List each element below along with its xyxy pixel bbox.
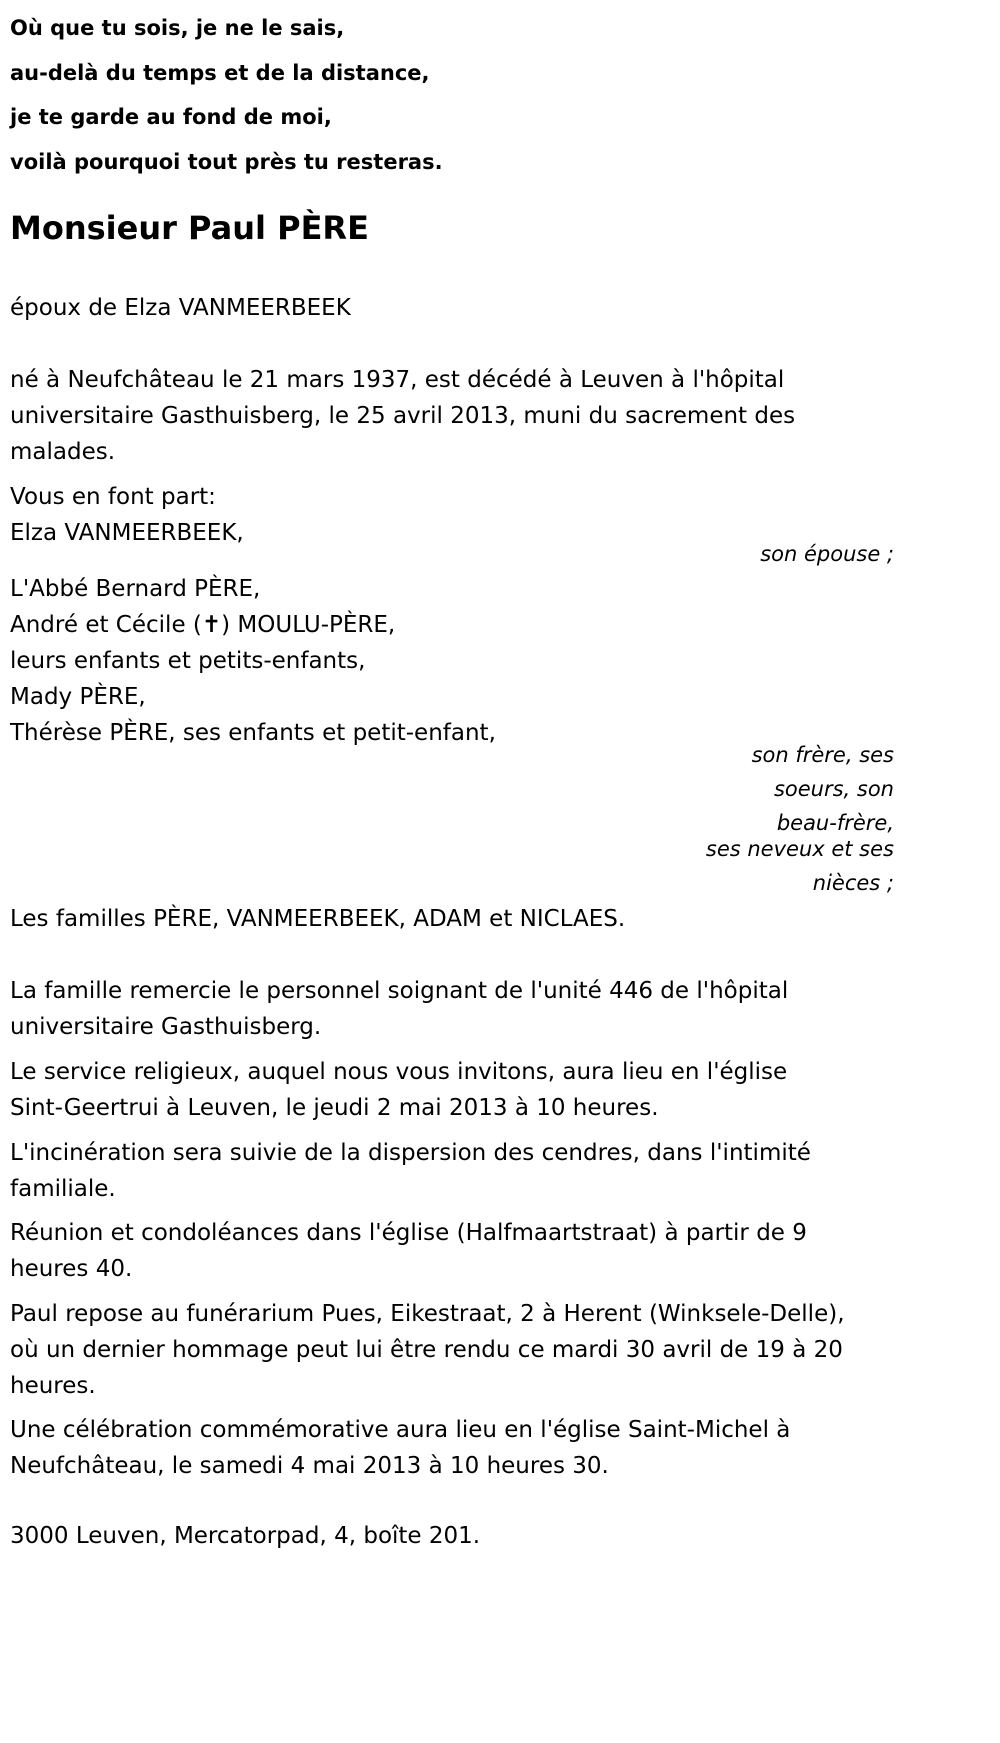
funerarium-paragraph bbox=[10, 1296, 894, 1404]
poem-line: je te garde au fond de moi, bbox=[10, 105, 332, 129]
paragraph-line: Une célébration commémorative aura lieu en l'église Saint-Michel à bbox=[10, 1417, 791, 1443]
condolences-paragraph bbox=[10, 1215, 894, 1287]
paragraph-line: familiale. bbox=[10, 1176, 116, 1202]
poem bbox=[10, 6, 443, 184]
spouse-line: époux de Elza VANMEERBEEK bbox=[10, 295, 351, 321]
sibling-line: Thérèse PÈRE, ses enfants et petit-enfant, bbox=[10, 720, 496, 746]
thanks-paragraph bbox=[10, 973, 894, 1045]
paragraph-line: La famille remercie le personnel soignant de l'unité 446 de l'hôpital bbox=[10, 978, 789, 1004]
deceased-name: Monsieur Paul PÈRE bbox=[10, 209, 369, 247]
biography-line: né à Neufchâteau le 21 mars 1937, est décédé à Leuven à l'hôpital bbox=[10, 367, 785, 393]
sibling-line: André et Cécile (✝) MOULU-PÈRE, bbox=[10, 612, 396, 638]
spouse-relation: son épouse ; bbox=[760, 542, 894, 566]
relation-line: soeurs, son bbox=[773, 777, 894, 801]
families-line: Les familles PÈRE, VANMEERBEEK, ADAM et NICLAES. bbox=[10, 906, 626, 932]
biography-line: universitaire Gasthuisberg, le 25 avril 2013, muni du sacrement des bbox=[10, 403, 796, 429]
sibling-line: leurs enfants et petits-enfants, bbox=[10, 648, 366, 674]
paragraph-line: heures. bbox=[10, 1373, 96, 1399]
paragraph-line: universitaire Gasthuisberg. bbox=[10, 1014, 322, 1040]
biography-line: malades. bbox=[10, 439, 116, 465]
address-line: 3000 Leuven, Mercatorpad, 4, boîte 201. bbox=[10, 1523, 481, 1549]
siblings-list bbox=[10, 571, 894, 751]
paragraph-line: heures 40. bbox=[10, 1256, 133, 1282]
sibling-line: Mady PÈRE, bbox=[10, 684, 146, 710]
relation-line: ses neveux et ses bbox=[705, 837, 894, 861]
biography bbox=[10, 362, 894, 470]
paragraph-line: Réunion et condoléances dans l'église (Halfmaartstraat) à partir de 9 bbox=[10, 1220, 807, 1246]
paragraph-line: Sint-Geertrui à Leuven, le jeudi 2 mai 2013 à 10 heures. bbox=[10, 1095, 659, 1121]
announcement-intro: Vous en font part: bbox=[10, 484, 216, 510]
siblings-relation-continued bbox=[706, 832, 894, 900]
relation-line: son frère, ses bbox=[751, 743, 894, 767]
poem-line: Où que tu sois, je ne le sais, bbox=[10, 16, 345, 40]
paragraph-line: L'incinération sera suivie de la dispersion des cendres, dans l'intimité bbox=[10, 1140, 811, 1166]
announcement-spouse: Elza VANMEERBEEK, bbox=[10, 520, 244, 546]
service-paragraph bbox=[10, 1054, 894, 1126]
cremation-paragraph bbox=[10, 1135, 894, 1207]
sibling-line: L'Abbé Bernard PÈRE, bbox=[10, 576, 261, 602]
poem-line: voilà pourquoi tout près tu resteras. bbox=[10, 149, 443, 174]
paragraph-line: où un dernier hommage peut lui être rendu ce mardi 30 avril de 19 à 20 bbox=[10, 1337, 843, 1363]
poem-line: au-delà du temps et de la distance, bbox=[10, 60, 430, 85]
relation-line: nièces ; bbox=[812, 871, 894, 895]
commemoration-paragraph bbox=[10, 1412, 894, 1484]
paragraph-line: Paul repose au funérarium Pues, Eikestraat, 2 à Herent (Winksele-Delle), bbox=[10, 1301, 845, 1327]
paragraph-line: Le service religieux, auquel nous vous invitons, aura lieu en l'église bbox=[10, 1059, 788, 1085]
siblings-relation bbox=[752, 738, 894, 840]
paragraph-line: Neufchâteau, le samedi 4 mai 2013 à 10 heures 30. bbox=[10, 1453, 609, 1479]
relation-line: beau-frère, bbox=[776, 811, 894, 835]
